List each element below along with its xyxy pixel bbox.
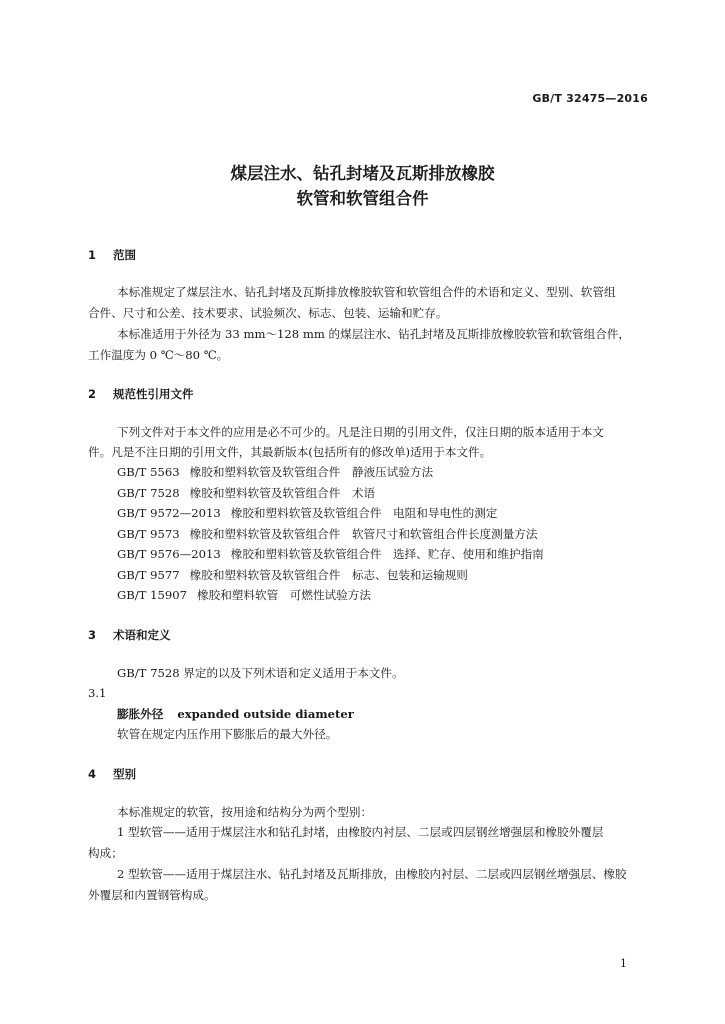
paragraph-line: 本标准适用于外径为 33 mm～128 mm 的煤层注水、钻孔封堵及瓦斯排放橡胶软管和软管组合件， — [117, 327, 630, 341]
paragraph-line: 2 型软管——适用于煤层注水、钻孔封堵及瓦斯排放，由橡胶内衬层、二层或四层钢丝增强层、橡胶 — [117, 867, 627, 881]
reference-title: 橡胶和塑料软管及软管组合件 软管尺寸和软管组合件长度测量方法 — [189, 527, 538, 541]
reference-title: 橡胶和塑料软管及软管组合件 术语 — [189, 486, 376, 500]
reference-item — [117, 464, 433, 480]
term-chinese: 膨胀外径 — [117, 707, 164, 721]
document-title-line2: 软管和软管组合件 — [296, 189, 429, 208]
reference-title: 橡胶和塑料软管及软管组合件 选择、贮存、使用和维护指南 — [230, 547, 544, 561]
reference-code: GB/T 5563 — [117, 465, 180, 479]
section-title: 术语和定义 — [113, 628, 171, 642]
section-title: 规范性引用文件 — [113, 387, 194, 401]
paragraph-line: 下列文件对于本文件的应用是必不可少的。凡是注日期的引用文件，仅注日期的版本适用于本文 — [117, 425, 604, 439]
reference-code: GB/T 9572—2013 — [117, 506, 221, 520]
reference-item — [117, 587, 371, 603]
reference-code: GB/T 7528 — [117, 486, 180, 500]
reference-code: GB/T 9576—2013 — [117, 547, 221, 561]
paragraph-line: 件。凡是不注日期的引用文件，其最新版本(包括所有的修改单)适用于本文件。 — [88, 445, 492, 459]
reference-item — [117, 546, 544, 562]
subclause-number: 3.1 — [88, 686, 107, 700]
paragraph-line: 合件、尺寸和公差、技术要求、试验频次、标志、包装、运输和贮存。 — [88, 306, 448, 320]
section-title: 型别 — [113, 767, 136, 781]
section-4-heading — [88, 766, 136, 782]
paragraph-line: 1 型软管——适用于煤层注水和钻孔封堵，由橡胶内衬层、二层或四层钢丝增强层和橡胶外覆层 — [117, 825, 604, 839]
section-number: 3 — [88, 628, 97, 642]
section-title: 范围 — [113, 248, 136, 262]
reference-code: GB/T 9573 — [117, 527, 180, 541]
reference-item — [117, 526, 537, 542]
reference-title: 橡胶和塑料软管 可燃性试验方法 — [197, 588, 371, 602]
paragraph-line: 外覆层和内置钢管构成。 — [88, 888, 216, 902]
section-number: 4 — [88, 767, 97, 781]
reference-title: 橡胶和塑料软管及软管组合件 电阻和导电性的测定 — [230, 506, 498, 520]
reference-title: 橡胶和塑料软管及软管组合件 标志、包装和运输规则 — [189, 568, 468, 582]
paragraph-line: 工作温度为 0 ℃～80 ℃。 — [88, 348, 229, 362]
paragraph-line: 本标准规定了煤层注水、钻孔封堵及瓦斯排放橡胶软管和软管组合件的术语和定义、型别、软管组 — [117, 285, 616, 299]
paragraph-line: 本标准规定的软管，按用途和结构分为两个型别： — [117, 805, 373, 819]
term-entry — [117, 706, 354, 722]
reference-item — [117, 505, 497, 521]
term-english: expanded outside diameter — [177, 707, 354, 721]
document-title-line1: 煤层注水、钻孔封堵及瓦斯排放橡胶 — [230, 164, 495, 183]
section-number: 1 — [88, 248, 97, 262]
section-1-heading — [88, 247, 136, 263]
section-3-heading — [88, 627, 171, 643]
section-2-heading — [88, 386, 194, 402]
reference-title: 橡胶和塑料软管及软管组合件 静液压试验方法 — [189, 465, 434, 479]
reference-item — [117, 485, 375, 501]
reference-item — [117, 567, 468, 583]
standard-number: GB/T 32475—2016 — [532, 92, 648, 105]
reference-code: GB/T 15907 — [117, 588, 187, 602]
section-number: 2 — [88, 387, 97, 401]
page-number: 1 — [620, 957, 627, 970]
reference-code: GB/T 9577 — [117, 568, 180, 582]
paragraph-line: GB/T 7528 界定的以及下列术语和定义适用于本文件。 — [117, 666, 404, 680]
term-definition: 软管在规定内压作用下膨胀后的最大外径。 — [117, 727, 338, 741]
paragraph-line: 构成； — [88, 846, 123, 860]
